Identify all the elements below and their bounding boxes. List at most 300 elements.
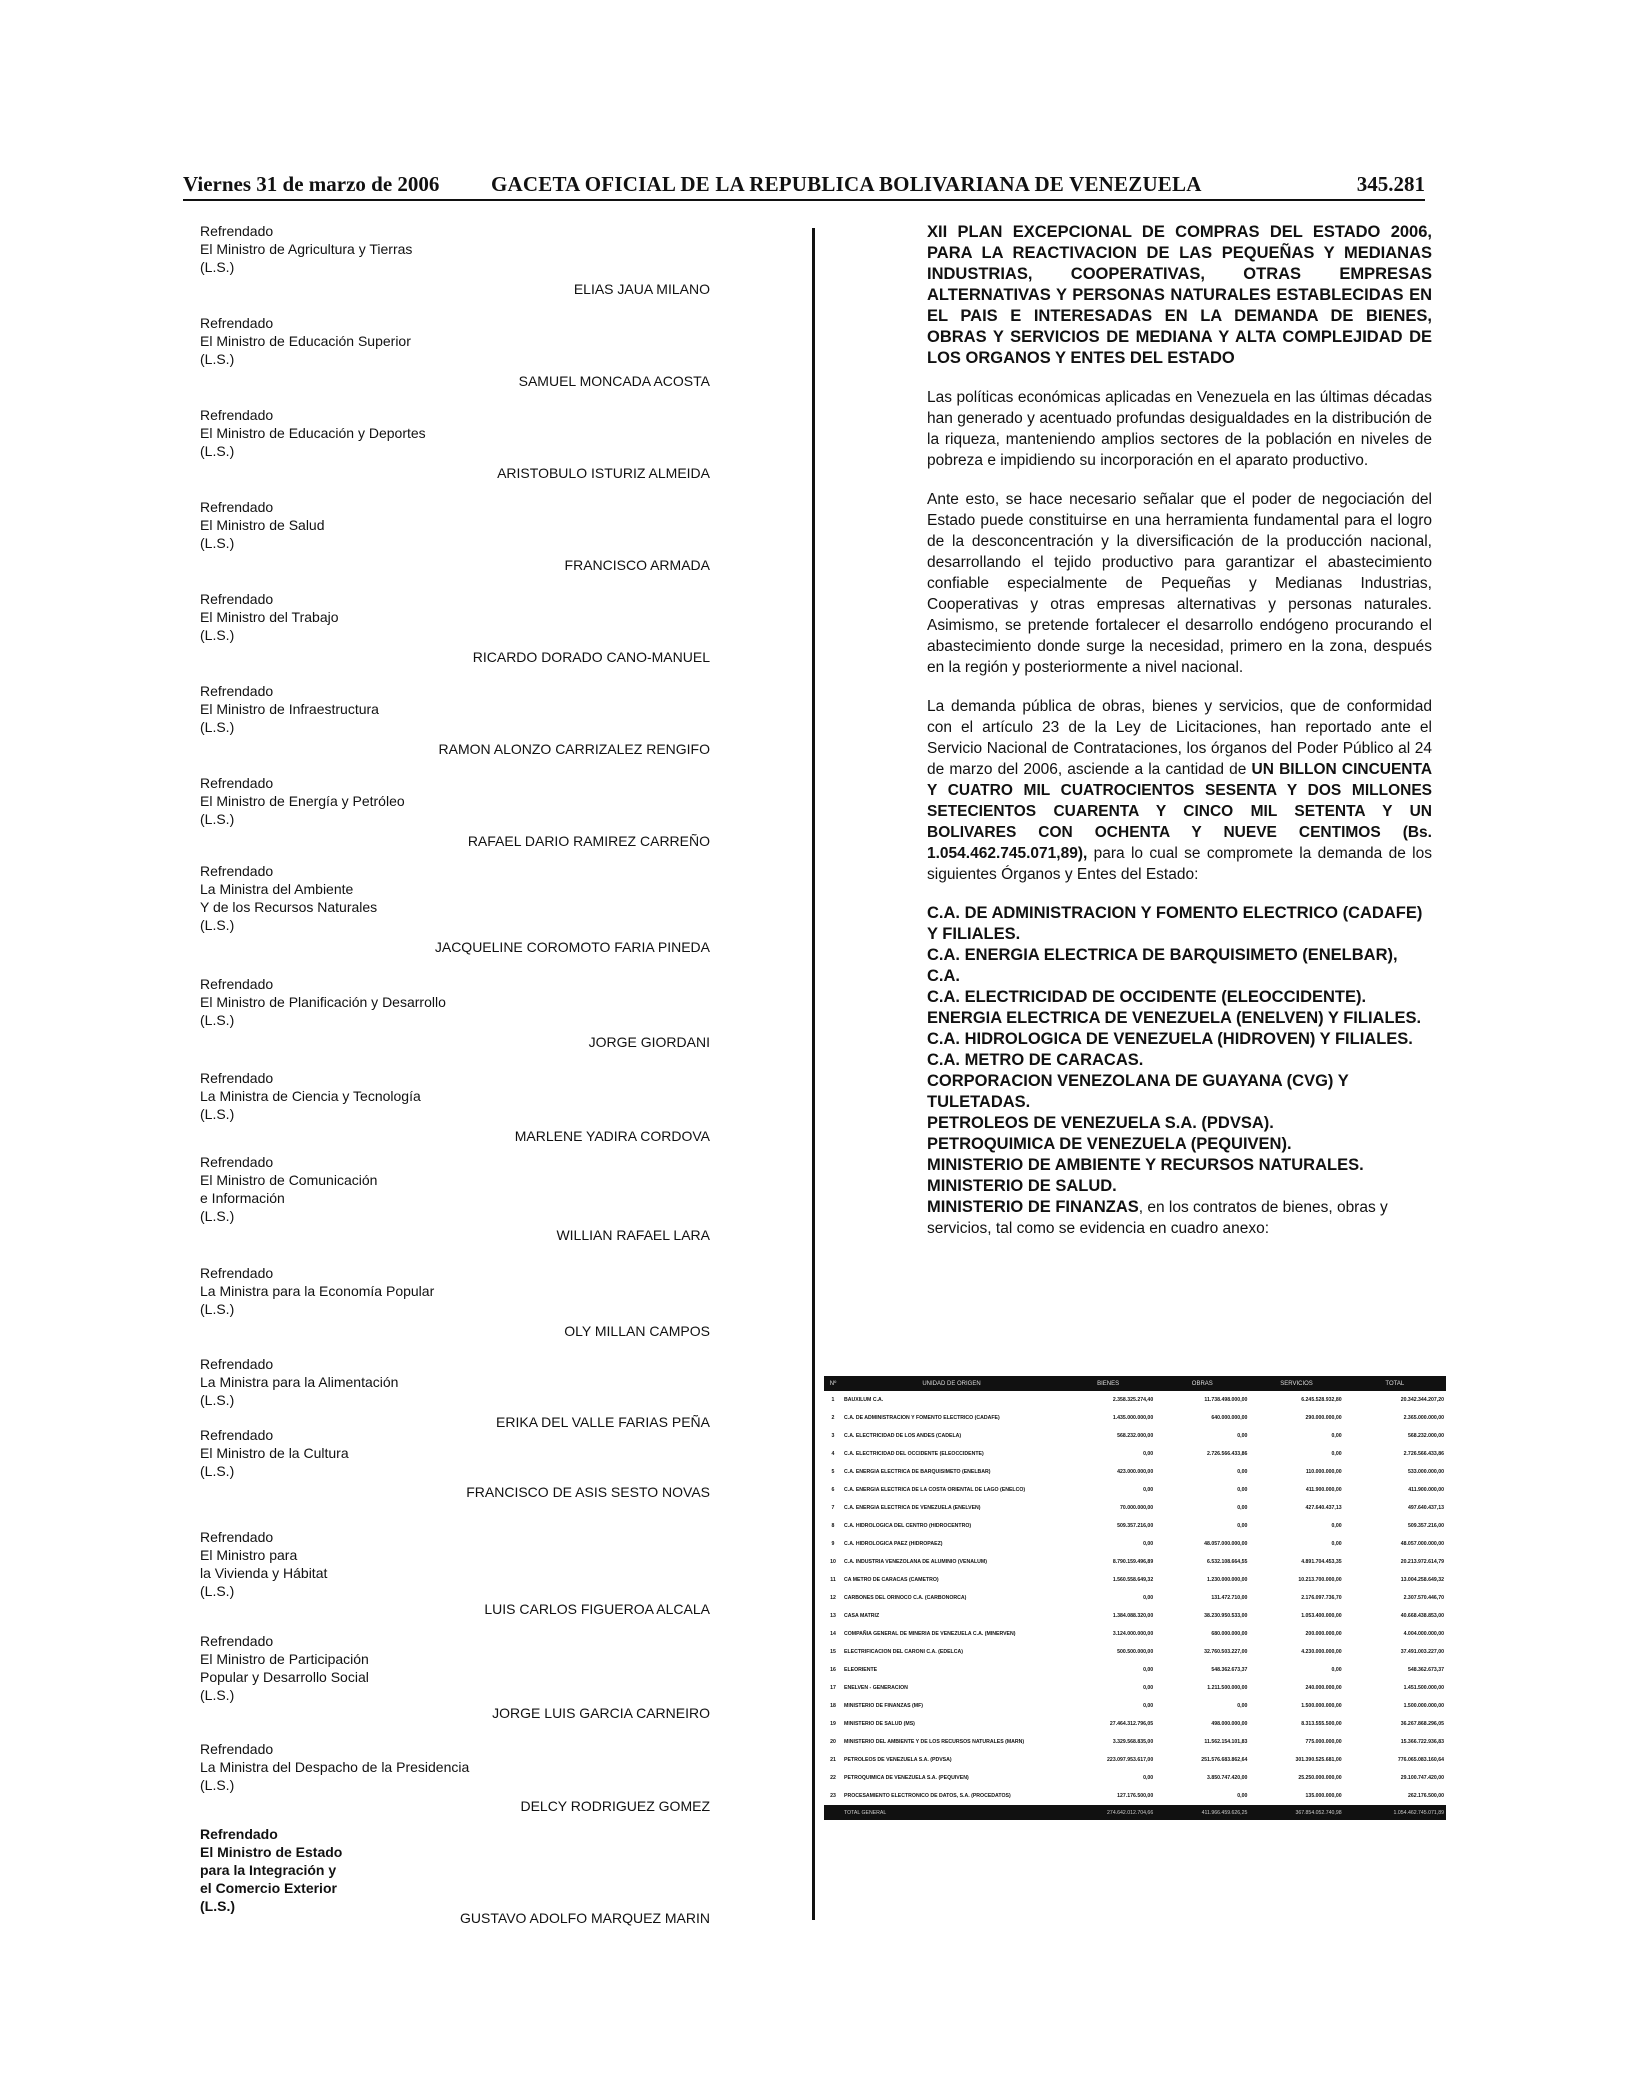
signature-block	[200, 498, 720, 573]
entity-cell: CA METRO DE CARACAS (CAMETRO)	[844, 1577, 939, 1583]
minister-name: SAMUEL MONCADA ACOSTA	[518, 373, 710, 389]
seal-mark: (L.S.)	[200, 1012, 235, 1028]
amount-cell: 533.000.000,00	[1407, 1469, 1444, 1475]
amount-cell: 0,00	[1143, 1541, 1154, 1547]
minister-title-line: El Ministro de Energía y Petróleo	[200, 793, 405, 809]
amount-cell: 1.384.088.320,00	[1112, 1613, 1154, 1619]
entity-cell: C.A. ELECTRICIDAD DE LOS ANDES (CADELA)	[844, 1433, 962, 1439]
amount-cell: 509.357.216,00	[1117, 1523, 1154, 1529]
amount-cell: 223.097.953.617,00	[1107, 1757, 1154, 1763]
refrendado-label: Refrendado	[200, 1070, 274, 1086]
refrendado-label: Refrendado	[200, 863, 274, 879]
seal-mark: (L.S.)	[200, 811, 235, 827]
amount-cell: 251.576.683.862,64	[1201, 1757, 1248, 1763]
entity-cell: CASA MATRIZ	[844, 1613, 880, 1619]
minister-name: DELCY RODRIGUEZ GOMEZ	[520, 1798, 710, 1814]
seal-mark: (L.S.)	[200, 1583, 235, 1599]
entity-cell: C.A. DE ADMINISTRACION Y FOMENTO ELECTRICO (CADAFE)	[844, 1415, 1000, 1421]
amount-cell: 411.900.000,00	[1305, 1487, 1342, 1493]
amount-cell: 0,00	[1143, 1685, 1154, 1691]
amount-cell: 0,00	[1143, 1595, 1154, 1601]
row-number-cell: 7	[831, 1505, 835, 1511]
amount-cell: 568.232.000,00	[1407, 1433, 1444, 1439]
row-number-cell: 1	[831, 1397, 835, 1403]
amount-cell: 1.230.000.000,00	[1207, 1577, 1248, 1583]
signature-block	[200, 1632, 720, 1721]
amount-cell: 25.250.000.000,00	[1298, 1775, 1342, 1781]
amount-cell: 10.213.700.000,00	[1298, 1577, 1342, 1583]
refrendado-label: Refrendado	[200, 1826, 278, 1842]
refrendado-label: Refrendado	[200, 1427, 274, 1443]
minister-name: JORGE GIORDANI	[588, 1034, 710, 1050]
amount-cell: 0,00	[1143, 1667, 1154, 1673]
amount-cell: 3.850.747.420,00	[1207, 1775, 1248, 1781]
entity-cell: CARBONES DEL ORINOCO C.A. (CARBONORCA)	[844, 1595, 967, 1601]
row-number-cell: 18	[830, 1703, 836, 1709]
row-number-cell: 22	[830, 1775, 836, 1781]
table-row	[824, 1715, 1446, 1733]
minister-title-line: El Ministro de Educación Superior	[200, 333, 411, 349]
amount-cell: 15.366.722.936,83	[1400, 1739, 1444, 1745]
amount-cell: 2.726.566.433,86	[1403, 1451, 1444, 1457]
row-number-cell: 12	[830, 1595, 836, 1601]
amount-cell: 8.790.159.496,89	[1112, 1559, 1154, 1565]
signature-block	[200, 1825, 720, 1926]
refrendado-label: Refrendado	[200, 591, 274, 607]
table-body	[824, 1391, 1446, 1820]
entity-item: C.A. ENERGIA ELECTRICA DE BARQUISIMETO (ENELBAR), C.A.	[927, 946, 1398, 985]
refrendado-label: Refrendado	[200, 683, 274, 699]
amount-cell: 1.211.500.000,00	[1207, 1685, 1248, 1691]
refrendado-label: Refrendado	[200, 407, 274, 423]
minister-name: JORGE LUIS GARCIA CARNEIRO	[492, 1705, 710, 1721]
entity-cell: C.A. ENERGIA ELECTRICA DE BARQUISIMETO (ENELBAR)	[844, 1469, 991, 1475]
amount-cell: 498.000.000,00	[1211, 1721, 1248, 1727]
signature-block	[200, 682, 720, 757]
entity-cell: MINISTERIO DEL AMBIENTE Y DE LOS RECURSOS NATURALES (MARN)	[844, 1739, 1025, 1745]
amount-cell: 20.342.344.207,20	[1400, 1397, 1444, 1403]
refrendado-label: Refrendado	[200, 1265, 274, 1281]
table-column-header: BIENES	[1061, 1376, 1155, 1391]
refrendado-label: Refrendado	[200, 775, 274, 791]
table-column-header: UNIDAD DE ORIGEN	[842, 1376, 1061, 1391]
amount-cell: 776.065.083.160,64	[1397, 1757, 1444, 1763]
table-row	[824, 1445, 1446, 1463]
row-number-cell: 23	[830, 1793, 836, 1799]
amount-cell: 4.230.000.000,00	[1301, 1649, 1342, 1655]
seal-mark: (L.S.)	[200, 1463, 235, 1479]
signature-block	[200, 862, 720, 955]
annex-table	[824, 1376, 1446, 1820]
header-rule	[183, 199, 1425, 201]
row-number-cell: 14	[830, 1631, 836, 1637]
plan-paragraph-2: Ante esto, se hace necesario señalar que el poder de negociación del Estado puede constituirse en una herramienta fundamental para el logro de la desconcentración y la diversificación de la producción nacional, desarrollando el tejido productivo para garantizar el abastecimiento confiable especialmente de Pequeñas y Medianas Industrias, Cooperativas y otras empresas alternativas y personas naturales. Asimismo, se pretende fortalecer el desarrollo endógeno procurando el abastecimiento donde surge la necesidad, primero en la zona, después en la región y posteriormente a nivel nacional.	[927, 491, 1432, 676]
entity-cell: ELECTRIFICACION DEL CARONI C.A. (EDELCA)	[844, 1649, 963, 1655]
total-amount-cell	[824, 1805, 842, 1820]
minister-name: RAFAEL DARIO RAMIREZ CARREÑO	[467, 833, 710, 849]
amount-cell: 38.230.950.533,00	[1204, 1613, 1248, 1619]
table-row	[824, 1607, 1446, 1625]
table-row	[824, 1733, 1446, 1751]
entity-cell: C.A. INDUSTRIA VENEZOLANA DE ALUMINIO (VENALUM)	[844, 1559, 987, 1565]
row-number-cell: 20	[830, 1739, 836, 1745]
amount-cell: 0,00	[1331, 1523, 1342, 1529]
amount-cell: 775.000.000,00	[1305, 1739, 1342, 1745]
table-column-header: OBRAS	[1155, 1376, 1249, 1391]
amount-cell: 0,00	[1143, 1775, 1154, 1781]
minister-name: GUSTAVO ADOLFO MARQUEZ MARIN	[460, 1910, 710, 1926]
amount-cell: 0,00	[1237, 1433, 1248, 1439]
amount-cell: 4.004.000.000,00	[1403, 1631, 1444, 1637]
row-number-cell: 3	[831, 1433, 835, 1439]
amount-cell: 11.738.498.000,00	[1204, 1397, 1248, 1403]
page-header	[183, 172, 1425, 198]
refrendado-label: Refrendado	[200, 976, 274, 992]
table-column-header: Nº	[824, 1376, 842, 1391]
minister-title-line: El Ministro de Comunicación	[200, 1172, 378, 1188]
seal-mark: (L.S.)	[200, 1208, 235, 1224]
plan-paragraph-3-start: La demanda pública de obras, bienes y servicios, que de conformidad con el artículo 23 de la Ley de Licitaciones, han reportado ante el Servicio Nacional de Contrataciones, los órganos del Poder Público al 24 de marzo del 2006, asciende a la cantidad de	[927, 698, 1432, 778]
amount-cell: 3.329.568.835,00	[1112, 1739, 1154, 1745]
entity-cell: C.A. HIDROLOGICA PAEZ (HIDROPAEZ)	[844, 1541, 943, 1547]
amount-cell: 135.000.000,00	[1305, 1793, 1342, 1799]
amount-cell: 127.176.500,00	[1117, 1793, 1154, 1799]
signature-block	[200, 406, 720, 481]
row-number-cell: 9	[831, 1541, 835, 1547]
amount-cell: 27.464.312.796,05	[1109, 1721, 1154, 1727]
minister-name: ARISTOBULO ISTURIZ ALMEIDA	[497, 465, 710, 481]
minister-title-line: El Ministro de Estado	[200, 1844, 343, 1860]
minister-name: FRANCISCO DE ASIS SESTO NOVAS	[466, 1484, 710, 1500]
amount-cell: 2.726.566.433,86	[1207, 1451, 1248, 1457]
entity-cell: ENELVEN - GENERACION	[844, 1685, 908, 1691]
amount-cell: 48.057.000.000,00	[1204, 1541, 1248, 1547]
table-row	[824, 1553, 1446, 1571]
header-title: GACETA OFICIAL DE LA REPUBLICA BOLIVARIANA DE VENEZUELA	[491, 172, 1202, 196]
plan-amount: UN BILLON CINCUENTA Y CUATRO MIL CUATROCIENTOS SESENTA Y DOS MILLONES SETECIENTOS CUARENTA Y CINCO MIL SETENTA Y UN BOLIVARES CON OCHENTA Y NUEVE CENTIMOS (Bs. 1.054.462.745.071,89),	[927, 761, 1433, 862]
minister-name: MARLENE YADIRA CORDOVA	[514, 1128, 710, 1144]
minister-title-line: e Información	[200, 1190, 285, 1206]
signature-block	[200, 1740, 720, 1814]
seal-mark: (L.S.)	[200, 1777, 235, 1793]
minister-title-line: el Comercio Exterior	[200, 1880, 337, 1896]
minister-title-line: El Ministro para	[200, 1547, 298, 1563]
amount-cell: 0,00	[1237, 1505, 1248, 1511]
minister-name: RICARDO DORADO CANO-MANUEL	[472, 649, 710, 665]
entity-cell: PETROQUIMICA DE VENEZUELA S.A. (PEQUIVEN)	[844, 1775, 969, 1781]
signature-block	[200, 1153, 720, 1243]
signature-block	[200, 314, 720, 389]
amount-cell: 548.362.673,37	[1211, 1667, 1248, 1673]
signature-block	[200, 1264, 720, 1339]
amount-cell: 1.560.558.649,32	[1112, 1577, 1154, 1583]
row-number-cell: 21	[830, 1757, 836, 1763]
row-number-cell: 16	[830, 1667, 836, 1673]
table-row	[824, 1499, 1446, 1517]
refrendado-label: Refrendado	[200, 1529, 274, 1545]
minister-title-line: La Ministra del Despacho de la Presidencia	[200, 1759, 470, 1775]
minister-title-line: El Ministro de la Cultura	[200, 1445, 349, 1461]
amount-cell: 0,00	[1237, 1487, 1248, 1493]
amount-cell: 40.668.438.853,00	[1400, 1613, 1444, 1619]
amount-cell: 0,00	[1331, 1667, 1342, 1673]
seal-mark: (L.S.)	[200, 1392, 235, 1408]
row-number-cell: 4	[831, 1451, 835, 1457]
refrendado-label: Refrendado	[200, 1741, 274, 1757]
amount-cell: 110.000.000,00	[1305, 1469, 1342, 1475]
amount-cell: 0,00	[1331, 1451, 1342, 1457]
amount-cell: 0,00	[1331, 1433, 1342, 1439]
amount-cell: 37.491.003.227,00	[1400, 1649, 1444, 1655]
amount-cell: 1.500.000.000,00	[1301, 1703, 1342, 1709]
entity-item: CORPORACION VENEZOLANA DE GUAYANA (CVG) Y TULETADAS.	[927, 1072, 1349, 1111]
total-amount-cell: 411.966.459.626,25	[1155, 1805, 1249, 1820]
amount-cell: 509.357.216,00	[1407, 1523, 1444, 1529]
table-row	[824, 1661, 1446, 1679]
seal-mark: (L.S.)	[200, 1301, 235, 1317]
amount-cell: 0,00	[1237, 1469, 1248, 1475]
seal-mark: (L.S.)	[200, 1898, 235, 1914]
minister-name: FRANCISCO ARMADA	[564, 557, 710, 573]
minister-name: RAMON ALONZO CARRIZALEZ RENGIFO	[438, 741, 710, 757]
amount-cell: 3.124.000.000,00	[1112, 1631, 1154, 1637]
plan-paragraph-1: Las políticas económicas aplicadas en Venezuela en las últimas décadas han generado y acentuado profundas desigualdades en la distribución de la riqueza, manteniendo amplios sectores de la población en niveles de pobreza e impidiendo su incorporación en el aparato productivo.	[927, 389, 1432, 469]
table-row	[824, 1427, 1446, 1445]
signature-block	[200, 774, 720, 849]
signature-block	[200, 1426, 720, 1500]
table-column-header: TOTAL	[1344, 1376, 1446, 1391]
entity-cell: C.A. ENERGIA ELECTRICA DE LA COSTA ORIENTAL DE LAGO (ENELCO)	[844, 1487, 1026, 1493]
seal-mark: (L.S.)	[200, 259, 235, 275]
amount-cell: 1.451.500.000,00	[1403, 1685, 1444, 1691]
entity-cell: MINISTERIO DE SALUD (MS)	[844, 1721, 915, 1727]
entity-finanzas: MINISTERIO DE FINANZAS	[927, 1198, 1139, 1216]
minister-title-line: la Vivienda y Hábitat	[200, 1565, 328, 1581]
minister-title-line: El Ministro de Planificación y Desarrollo	[200, 994, 446, 1010]
amount-cell: 2.176.097.736,70	[1301, 1595, 1342, 1601]
amount-cell: 6.532.108.664,55	[1207, 1559, 1248, 1565]
amount-cell: 1.435.000.000,00	[1112, 1415, 1154, 1421]
table-header-row	[824, 1376, 1446, 1391]
plan-paragraph-3	[927, 696, 1432, 885]
table-row	[824, 1697, 1446, 1715]
table-row	[824, 1625, 1446, 1643]
entity-cell: ELEORIENTE	[844, 1667, 878, 1673]
amount-cell: 500.500.000,00	[1117, 1649, 1154, 1655]
entity-cell: PROCESAMIENTO ELECTRONICO DE DATOS, S.A. (PROCEDATOS)	[844, 1793, 1011, 1799]
row-number-cell: 8	[831, 1523, 835, 1529]
table-row	[824, 1391, 1446, 1409]
minister-title-line: El Ministro de Agricultura y Tierras	[200, 241, 413, 257]
signature-block	[200, 1069, 720, 1144]
minister-title-line: La Ministra de Ciencia y Tecnología	[200, 1088, 421, 1104]
amount-cell: 29.100.747.420,00	[1400, 1775, 1444, 1781]
amount-cell: 680.000.000,00	[1211, 1631, 1248, 1637]
total-amount-cell: 367.854.052.740,98	[1249, 1805, 1343, 1820]
total-amount-cell: 1.054.462.745.071,89	[1344, 1805, 1446, 1820]
entity-item: C.A. ELECTRICIDAD DE OCCIDENTE (ELEOCCIDENTE).	[927, 988, 1367, 1006]
minister-name: WILLIAN RAFAEL LARA	[556, 1227, 710, 1243]
entity-cell: C.A. HIDROLOGICA DEL CENTRO (HIDROCENTRO)	[844, 1523, 972, 1529]
amount-cell: 4.891.704.453,35	[1301, 1559, 1342, 1565]
table-row	[824, 1571, 1446, 1589]
row-number-cell: 2	[831, 1415, 835, 1421]
annex-table-wrapper	[824, 1376, 1446, 1820]
table-row	[824, 1679, 1446, 1697]
amount-cell: 2.307.570.446,70	[1403, 1595, 1444, 1601]
seal-mark: (L.S.)	[200, 1106, 235, 1122]
amount-cell: 301.390.525.681,00	[1295, 1757, 1342, 1763]
minister-title-line: La Ministra del Ambiente	[200, 881, 354, 897]
entity-item: C.A. METRO DE CARACAS.	[927, 1051, 1144, 1069]
amount-cell: 240.000.000,00	[1305, 1685, 1342, 1691]
entity-cell: BAUXILUM C.A.	[844, 1397, 884, 1403]
minister-title-line: La Ministra para la Economía Popular	[200, 1283, 435, 1299]
amount-cell: 0,00	[1237, 1703, 1248, 1709]
row-number-cell: 19	[830, 1721, 836, 1727]
entity-cell: C.A. ELECTRICIDAD DEL OCCIDENTE (ELEOCCIDENTE)	[844, 1451, 984, 1457]
entity-item: PETROLEOS DE VENEZUELA S.A. (PDVSA).	[927, 1114, 1274, 1132]
amount-cell: 0,00	[1143, 1703, 1154, 1709]
minister-title-line: Popular y Desarrollo Social	[200, 1669, 369, 1685]
amount-cell: 131.472.710,00	[1211, 1595, 1248, 1601]
minister-title-line: El Ministro de Participación	[200, 1651, 369, 1667]
minister-name: OLY MILLAN CAMPOS	[564, 1323, 710, 1339]
amount-cell: 2.358.325.274,40	[1112, 1397, 1154, 1403]
entity-item: PETROQUIMICA DE VENEZUELA (PEQUIVEN).	[927, 1135, 1292, 1153]
table-row	[824, 1787, 1446, 1805]
amount-cell: 568.232.000,00	[1117, 1433, 1154, 1439]
table-column-header: SERVICIOS	[1249, 1376, 1343, 1391]
row-number-cell: 13	[830, 1613, 836, 1619]
amount-cell: 200.000.000,00	[1305, 1631, 1342, 1637]
amount-cell: 1.500.000.000,00	[1403, 1703, 1444, 1709]
amount-cell: 423.000.000,00	[1117, 1469, 1154, 1475]
refrendado-label: Refrendado	[200, 1633, 274, 1649]
amount-cell: 0,00	[1331, 1541, 1342, 1547]
plan-paragraph-3-end: para lo cual se compromete la demanda de los siguientes Órganos y Entes del Estado:	[927, 845, 1432, 883]
signature-block	[200, 1355, 720, 1430]
table-row	[824, 1463, 1446, 1481]
minister-name: JACQUELINE COROMOTO FARIA PINEDA	[434, 939, 710, 955]
amount-cell: 548.362.673,37	[1407, 1667, 1444, 1673]
seal-mark: (L.S.)	[200, 351, 235, 367]
seal-mark: (L.S.)	[200, 917, 235, 933]
entity-list	[927, 903, 1432, 1239]
minister-name: ERIKA DEL VALLE FARIAS PEÑA	[496, 1414, 710, 1430]
entity-cell: MINISTERIO DE FINANZAS (MF)	[844, 1703, 923, 1709]
amount-cell: 290.000.000,00	[1305, 1415, 1342, 1421]
minister-title-line: La Ministra para la Alimentación	[200, 1374, 399, 1390]
amount-cell: 48.057.000.000,00	[1400, 1541, 1444, 1547]
row-number-cell: 17	[830, 1685, 836, 1691]
amount-cell: 0,00	[1237, 1793, 1248, 1799]
seal-mark: (L.S.)	[200, 535, 235, 551]
entity-list-final-line	[927, 1197, 1432, 1239]
amount-cell: 32.760.503.227,00	[1204, 1649, 1248, 1655]
plan-column	[927, 222, 1432, 1239]
refrendado-label: Refrendado	[200, 1154, 274, 1170]
seal-mark: (L.S.)	[200, 627, 235, 643]
entity-cell: COMPAÑIA GENERAL DE MINERIA DE VENEZUELA C.A. (MINERVEN)	[844, 1631, 1016, 1637]
seal-mark: (L.S.)	[200, 1687, 235, 1703]
amount-cell: 70.000.000,00	[1120, 1505, 1154, 1511]
amount-cell: 36.267.868.296,05	[1400, 1721, 1444, 1727]
signature-block	[200, 1528, 720, 1617]
table-row	[824, 1589, 1446, 1607]
minister-name: LUIS CARLOS FIGUEROA ALCALA	[484, 1601, 710, 1617]
amount-cell: 262.176.500,00	[1407, 1793, 1444, 1799]
entity-finanzas-rest: , en los contratos de bienes, obras y servicios, tal como se evidencia en cuadro anexo:	[927, 1199, 1388, 1237]
signature-block	[200, 975, 720, 1050]
amount-cell: 640.000.000,00	[1211, 1415, 1248, 1421]
seal-mark: (L.S.)	[200, 719, 235, 735]
table-row	[824, 1517, 1446, 1535]
amount-cell: 6.245.528.932,80	[1301, 1397, 1342, 1403]
signature-block	[200, 222, 720, 297]
entity-item: MINISTERIO DE SALUD.	[927, 1177, 1117, 1195]
table-row	[824, 1535, 1446, 1553]
plan-title: XII PLAN EXCEPCIONAL DE COMPRAS DEL ESTADO 2006, PARA LA REACTIVACION DE LAS PEQUEÑAS Y MEDIANAS INDUSTRIAS, COOPERATIVAS, OTRAS EMPRESAS ALTERNATIVAS Y PERSONAS NATURALES ESTABLECIDAS EN EL PAIS E INTERESADAS EN LA DEMANDA DE BIENES, OBRAS Y SERVICIOS DE MEDIANA Y ALTA COMPLEJIDAD DE LOS ORGANOS Y ENTES DEL ESTADO	[927, 223, 1432, 367]
header-page-number: 345.281	[1356, 172, 1425, 196]
refrendado-label: Refrendado	[200, 1356, 274, 1372]
amount-cell: 411.900.000,00	[1408, 1487, 1444, 1493]
minister-title-line: El Ministro de Infraestructura	[200, 701, 379, 717]
minister-title-line: El Ministro del Trabajo	[200, 609, 339, 625]
minister-name: ELIAS JAUA MILANO	[573, 281, 710, 297]
column-divider	[812, 228, 815, 1920]
amount-cell: 497.640.437,13	[1407, 1505, 1444, 1511]
total-label-cell: TOTAL GENERAL	[842, 1805, 1061, 1820]
refrendado-label: Refrendado	[200, 315, 274, 331]
table-row	[824, 1643, 1446, 1661]
total-amount-cell: 274.642.012.704,66	[1061, 1805, 1155, 1820]
table-total-row	[824, 1805, 1446, 1820]
entity-item: MINISTERIO DE AMBIENTE Y RECURSOS NATURALES.	[927, 1156, 1364, 1174]
table-row	[824, 1751, 1446, 1769]
signature-block	[200, 590, 720, 665]
table-row	[824, 1409, 1446, 1427]
entity-item: C.A. HIDROLOGICA DE VENEZUELA (HIDROVEN) Y FILIALES.	[927, 1030, 1413, 1048]
amount-cell: 8.313.555.500,00	[1301, 1721, 1342, 1727]
amount-cell: 13.004.258.649,32	[1400, 1577, 1444, 1583]
minister-title-line: para la Integración y	[200, 1862, 337, 1878]
minister-title-line: Y de los Recursos Naturales	[200, 899, 378, 915]
minister-title-line: El Ministro de Salud	[200, 517, 325, 533]
amount-cell: 1.053.400.000,00	[1301, 1613, 1342, 1619]
header-date: Viernes 31 de marzo de 2006	[183, 172, 440, 196]
entity-cell: PETROLEOS DE VENEZUELA S.A. (PDVSA)	[844, 1757, 952, 1763]
amount-cell: 0,00	[1237, 1523, 1248, 1529]
amount-cell: 2.365.000.000,00	[1403, 1415, 1444, 1421]
minister-title-line: El Ministro de Educación y Deportes	[200, 425, 426, 441]
entity-cell: C.A. ENERGIA ELECTRICA DE VENEZUELA (ENELVEN)	[844, 1505, 981, 1511]
amount-cell: 427.640.437,13	[1305, 1505, 1342, 1511]
row-number-cell: 6	[831, 1487, 835, 1493]
table-row	[824, 1769, 1446, 1787]
entity-item: C.A. DE ADMINISTRACION Y FOMENTO ELECTRICO (CADAFE) Y FILIALES.	[927, 904, 1423, 943]
seal-mark: (L.S.)	[200, 443, 235, 459]
amount-cell: 11.562.154.101,83	[1204, 1739, 1248, 1745]
refrendado-label: Refrendado	[200, 499, 274, 515]
row-number-cell: 10	[830, 1559, 836, 1565]
amount-cell: 20.213.972.614,79	[1400, 1559, 1444, 1565]
row-number-cell: 5	[831, 1469, 835, 1475]
row-number-cell: 15	[830, 1649, 836, 1655]
refrendado-label: Refrendado	[200, 223, 274, 239]
amount-cell: 0,00	[1143, 1451, 1154, 1457]
entity-item: ENERGIA ELECTRICA DE VENEZUELA (ENELVEN) Y FILIALES.	[927, 1009, 1422, 1027]
